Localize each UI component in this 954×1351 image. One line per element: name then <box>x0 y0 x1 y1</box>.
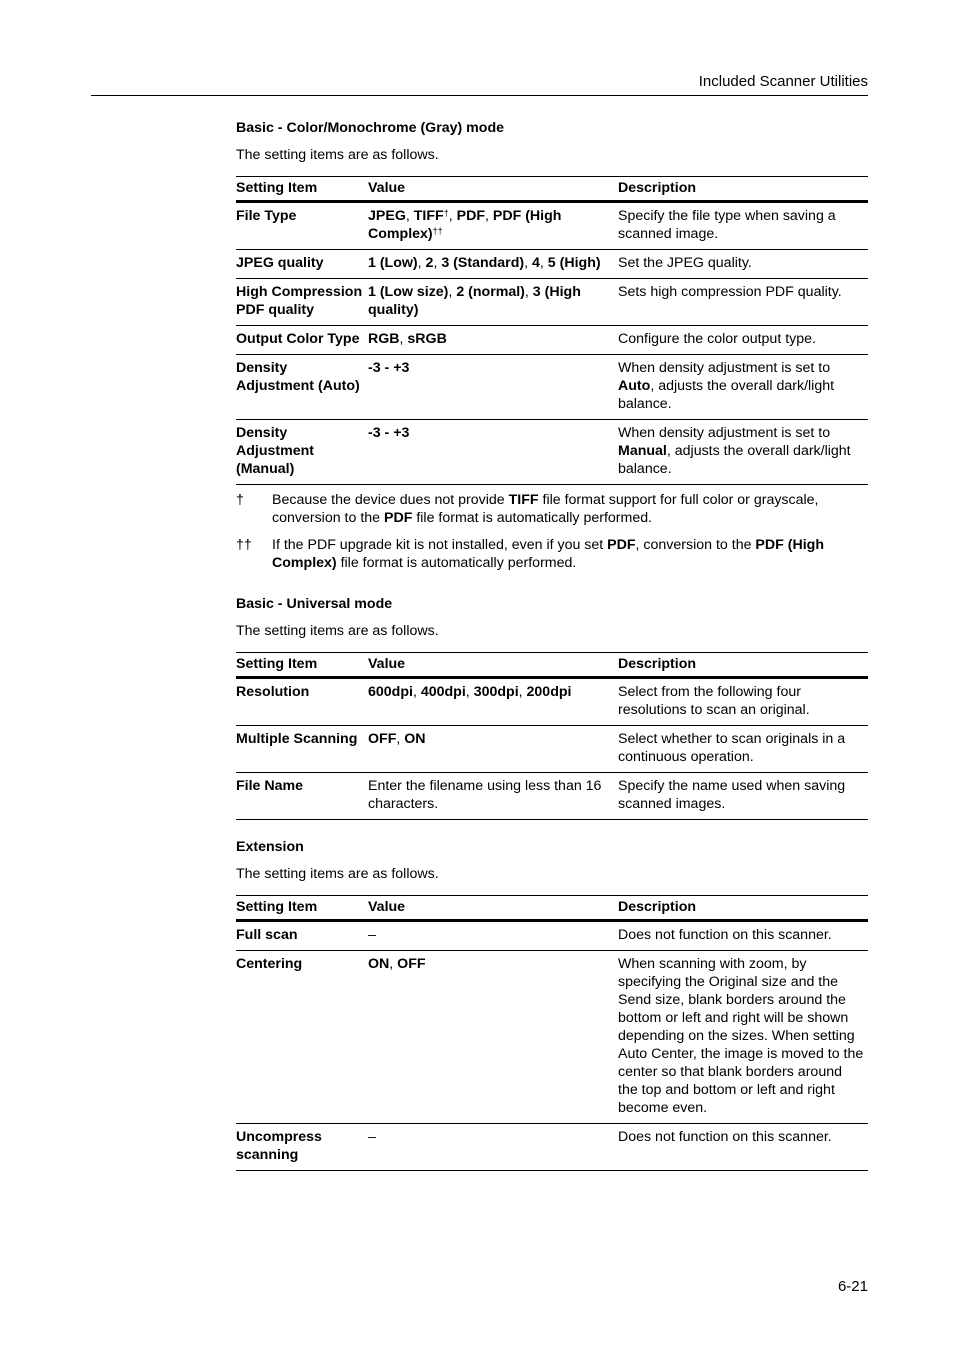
section-title: Basic - Color/Monochrome (Gray) mode <box>236 120 505 136</box>
table-header-row <box>236 896 868 921</box>
row-item: Output Color Type <box>236 326 368 355</box>
row-description: When density adjustment is set to Auto, adjusts the overall dark/light balance. <box>618 355 868 420</box>
row-description: Sets high compression PDF quality. <box>618 279 868 326</box>
footnote-text: Because the device dues not provide TIFF file format support for full color or grayscale, conversion to the PDF file format is automatically performed. <box>272 492 819 526</box>
table-row <box>236 355 868 420</box>
row-description: Specify the file type when saving a scanned image. <box>618 202 868 250</box>
row-item: High Compression PDF quality <box>236 279 368 326</box>
row-description: Set the JPEG quality. <box>618 250 868 279</box>
table-header-row <box>236 653 868 678</box>
row-item: Density Adjustment (Manual) <box>236 420 368 485</box>
row-value: OFF, ON <box>368 726 618 773</box>
row-description: Select whether to scan originals in a continuous operation. <box>618 726 868 773</box>
row-value: -3 - +3 <box>368 420 618 485</box>
footnote <box>236 536 868 572</box>
footnote-mark: † <box>236 492 244 508</box>
footnote <box>236 491 868 527</box>
table-row <box>236 773 868 820</box>
row-value: ON, OFF <box>368 951 618 1124</box>
table-row <box>236 678 868 726</box>
header-description: Description <box>618 653 868 678</box>
row-value: Enter the filename using less than 16 characters. <box>368 773 618 820</box>
page-content <box>236 119 868 1171</box>
settings-table-universal <box>236 652 868 820</box>
section-title: Extension <box>236 839 304 855</box>
table-header-row <box>236 177 868 202</box>
section-intro: The setting items are as follows. <box>236 623 439 639</box>
row-description: Configure the color output type. <box>618 326 868 355</box>
header-value: Value <box>368 177 618 202</box>
row-item: Centering <box>236 951 368 1124</box>
row-value: 1 (Low size), 2 (normal), 3 (High quality) <box>368 279 618 326</box>
table-row <box>236 951 868 1124</box>
row-value: – <box>368 1124 618 1171</box>
header-description: Description <box>618 177 868 202</box>
header-setting-item: Setting Item <box>236 896 368 921</box>
row-value: 1 (Low), 2, 3 (Standard), 4, 5 (High) <box>368 250 618 279</box>
table-row <box>236 326 868 355</box>
row-value: – <box>368 921 618 951</box>
footnote-mark: †† <box>236 537 252 553</box>
row-value: -3 - +3 <box>368 355 618 420</box>
row-description: Select from the following four resolutions to scan an original. <box>618 678 868 726</box>
row-item: Uncompress scanning <box>236 1124 368 1171</box>
table-row <box>236 921 868 951</box>
row-item: File Type <box>236 202 368 250</box>
row-item: Multiple Scanning <box>236 726 368 773</box>
header-value: Value <box>368 896 618 921</box>
table-row <box>236 202 868 250</box>
section-title: Basic - Universal mode <box>236 596 393 612</box>
table-row <box>236 1124 868 1171</box>
row-item: File Name <box>236 773 368 820</box>
table-row <box>236 420 868 485</box>
row-value: 600dpi, 400dpi, 300dpi, 200dpi <box>368 678 618 726</box>
settings-table-extension <box>236 895 868 1171</box>
row-value: RGB, sRGB <box>368 326 618 355</box>
row-description: Does not function on this scanner. <box>618 1124 868 1171</box>
row-item: Resolution <box>236 678 368 726</box>
table-row <box>236 279 868 326</box>
row-item: Full scan <box>236 921 368 951</box>
settings-table-color <box>236 176 868 485</box>
section-intro: The setting items are as follows. <box>236 147 439 163</box>
header-rule <box>91 95 868 96</box>
page-number: 6-21 <box>837 1278 868 1295</box>
table-row <box>236 726 868 773</box>
footnote-text: If the PDF upgrade kit is not installed, even if you set PDF, conversion to the PDF (High Complex) file format is automatically performed. <box>272 537 824 571</box>
row-description: When scanning with zoom, by specifying the Original size and the Send size, blank borders around the bottom or left and right will be shown depending on the sizes. When setting Auto Center, the image is moved to the center so that blank borders around the top and bottom or left and right become even. <box>618 951 868 1124</box>
header-setting-item: Setting Item <box>236 653 368 678</box>
running-header: Included Scanner Utilities <box>698 73 868 90</box>
row-item: JPEG quality <box>236 250 368 279</box>
footnotes <box>236 491 868 572</box>
table-row <box>236 250 868 279</box>
row-value: JPEG, TIFF†, PDF, PDF (High Complex)†† <box>368 202 618 250</box>
section-intro: The setting items are as follows. <box>236 866 439 882</box>
row-description: Does not function on this scanner. <box>618 921 868 951</box>
header-description: Description <box>618 896 868 921</box>
row-item: Density Adjustment (Auto) <box>236 355 368 420</box>
row-description: When density adjustment is set to Manual, adjusts the overall dark/light balance. <box>618 420 868 485</box>
header-setting-item: Setting Item <box>236 177 368 202</box>
row-description: Specify the name used when saving scanned images. <box>618 773 868 820</box>
header-value: Value <box>368 653 618 678</box>
